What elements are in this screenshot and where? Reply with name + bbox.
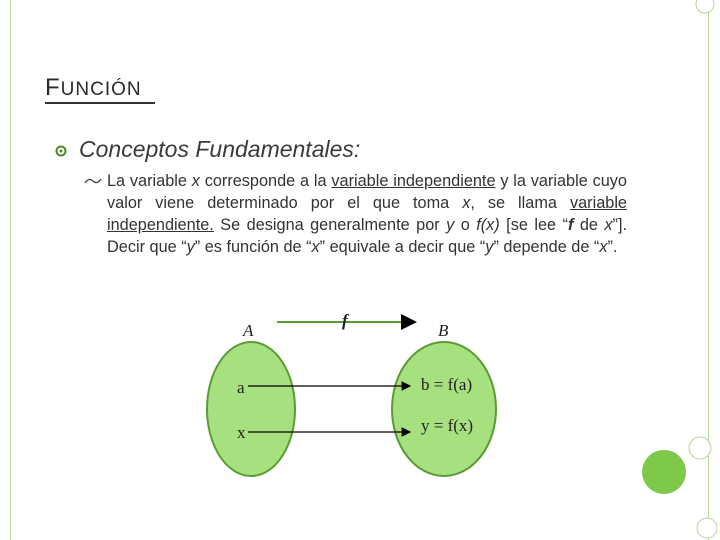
element-x: x — [237, 423, 246, 442]
paragraph-text-run: [se lee “ — [499, 216, 568, 234]
paragraph-text-run: ”]. Decir que “ — [107, 216, 627, 256]
paragraph-text-run: corresponde a la — [199, 172, 332, 190]
paragraph-text-run: x — [311, 238, 320, 256]
paragraph-text-run: Se designa generalmente por — [213, 216, 447, 234]
paragraph-text-run: variable independiente. — [107, 194, 627, 234]
paragraph-text-run: variable independiente — [331, 172, 496, 190]
paragraph-text-run: , se llama — [470, 194, 570, 212]
paragraph-text-run: y — [485, 238, 494, 256]
section-heading: Conceptos Fundamentales: — [79, 136, 361, 162]
paragraph-text-run: ” depende de “ — [493, 238, 600, 256]
paragraph-text-run: x — [604, 216, 613, 234]
paragraph-text-run: y la variable cuyo valor viene determinado por el que toma — [107, 172, 627, 212]
paragraph-text-run: o — [454, 216, 477, 234]
paragraph-text-run: f — [567, 216, 574, 234]
element-x-image: y = f(x) — [421, 416, 474, 435]
paragraph-text-run: x — [599, 238, 608, 256]
set-b-ellipse — [392, 342, 496, 476]
set-a-label: A — [243, 321, 254, 340]
set-a-ellipse — [207, 342, 295, 476]
paragraph-text-run: y — [186, 238, 195, 256]
paragraph-text-run: y — [446, 216, 455, 234]
element-a: a — [237, 378, 245, 397]
paragraph-text-run: f(x) — [476, 216, 500, 234]
element-a-image: b = f(a) — [421, 375, 473, 394]
function-label: f — [342, 311, 348, 330]
paragraph-text-run: x — [191, 172, 200, 190]
title-rest: UNCIÓN — [60, 79, 142, 100]
paragraph-text-run: ” equivale a decir que “ — [319, 238, 486, 256]
paragraph-text-run: de — [573, 216, 605, 234]
paragraph-text-run: ”. — [607, 238, 618, 256]
set-b-label: B — [438, 321, 449, 340]
paragraph-text-run: ” es función de “ — [194, 238, 312, 256]
title-first-letter: F — [45, 74, 61, 101]
paragraph-text-run: La variable — [107, 172, 192, 190]
paragraph-text-run: x — [462, 194, 471, 212]
